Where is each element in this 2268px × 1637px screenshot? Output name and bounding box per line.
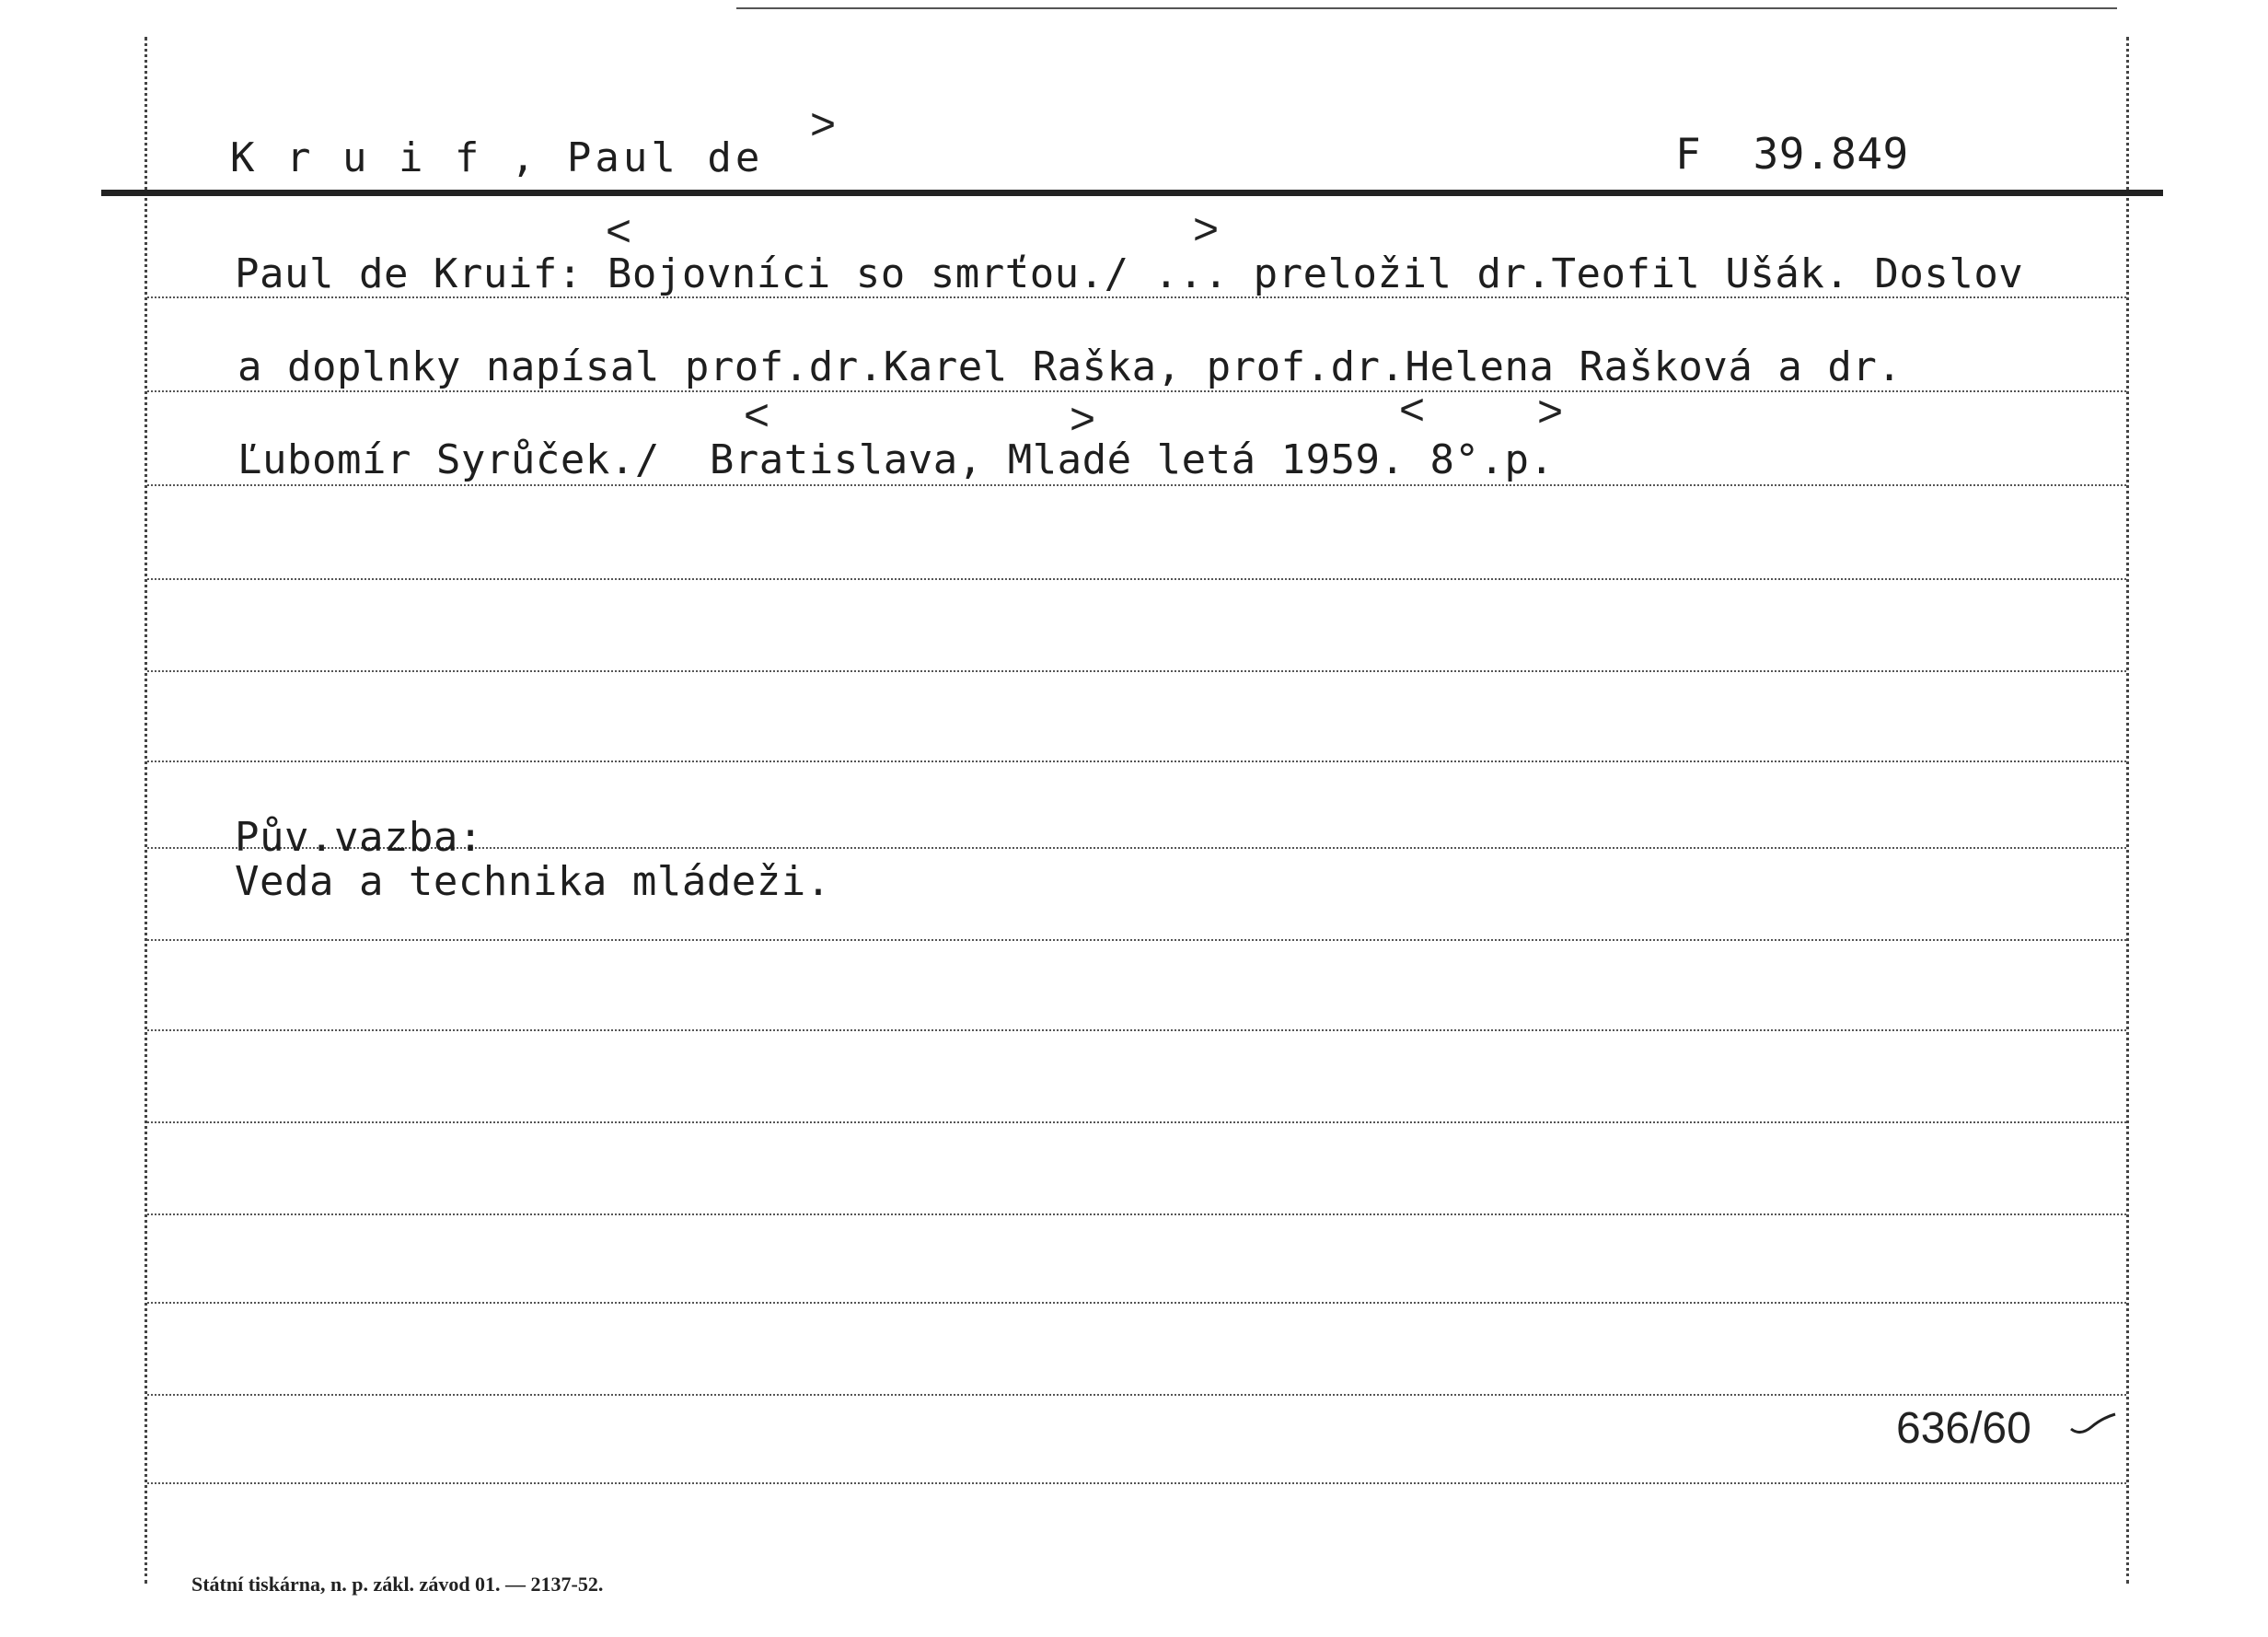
ruled-line xyxy=(147,1482,2126,1484)
ruled-line xyxy=(147,939,2126,941)
ruled-line xyxy=(147,484,2126,486)
card-right-border xyxy=(2126,37,2129,1584)
accession-number: 636/60 xyxy=(1896,1404,2031,1453)
ruled-line xyxy=(147,296,2126,298)
ruled-line xyxy=(147,760,2126,762)
description-line-1: Paul de Kruif: Bojovníci so smrťou./ ... preložil dr.Teofil Ušák. Doslov xyxy=(235,250,2024,297)
printer-imprint: Státní tiskárna, n. p. zákl. závod 01. — 2137-52. xyxy=(191,1573,604,1596)
handwritten-close-bracket: > xyxy=(1193,205,1220,254)
heading-rule xyxy=(101,190,2163,196)
ruled-line xyxy=(147,390,2126,392)
call-number: F 39.849 xyxy=(1675,129,1909,179)
ruled-line xyxy=(147,578,2126,580)
ruled-line xyxy=(147,670,2126,672)
ruled-line xyxy=(147,1029,2126,1031)
ruled-line xyxy=(147,1394,2126,1396)
description-line-3: Ľubomír Syrůček./ Bratislava, Mladé letá 1959. 8°.p. xyxy=(237,436,1555,483)
handwritten-open-bracket: < xyxy=(606,207,632,256)
handwritten-open-bracket: < xyxy=(1399,386,1426,435)
handwritten-close-bracket: > xyxy=(1070,395,1096,444)
card-left-border xyxy=(145,37,147,1584)
handwritten-open-bracket: < xyxy=(744,391,770,440)
original-binding-label: Pův.vazba: xyxy=(235,814,483,861)
original-binding-value: Veda a technika mládeži. xyxy=(235,858,831,905)
checkmark-icon xyxy=(2069,1409,2117,1436)
card-top-edge xyxy=(736,7,2117,9)
description-line-2: a doplnky napísal prof.dr.Karel Raška, prof.dr.Helena Rašková a dr. xyxy=(237,343,1903,390)
handwritten-bracket-mark: > xyxy=(810,100,837,149)
ruled-line xyxy=(147,1302,2126,1304)
ruled-line xyxy=(147,1213,2126,1215)
ruled-line xyxy=(147,1121,2126,1123)
handwritten-close-bracket: > xyxy=(1537,388,1564,436)
author-heading: K r u i f , Paul de xyxy=(230,134,764,181)
